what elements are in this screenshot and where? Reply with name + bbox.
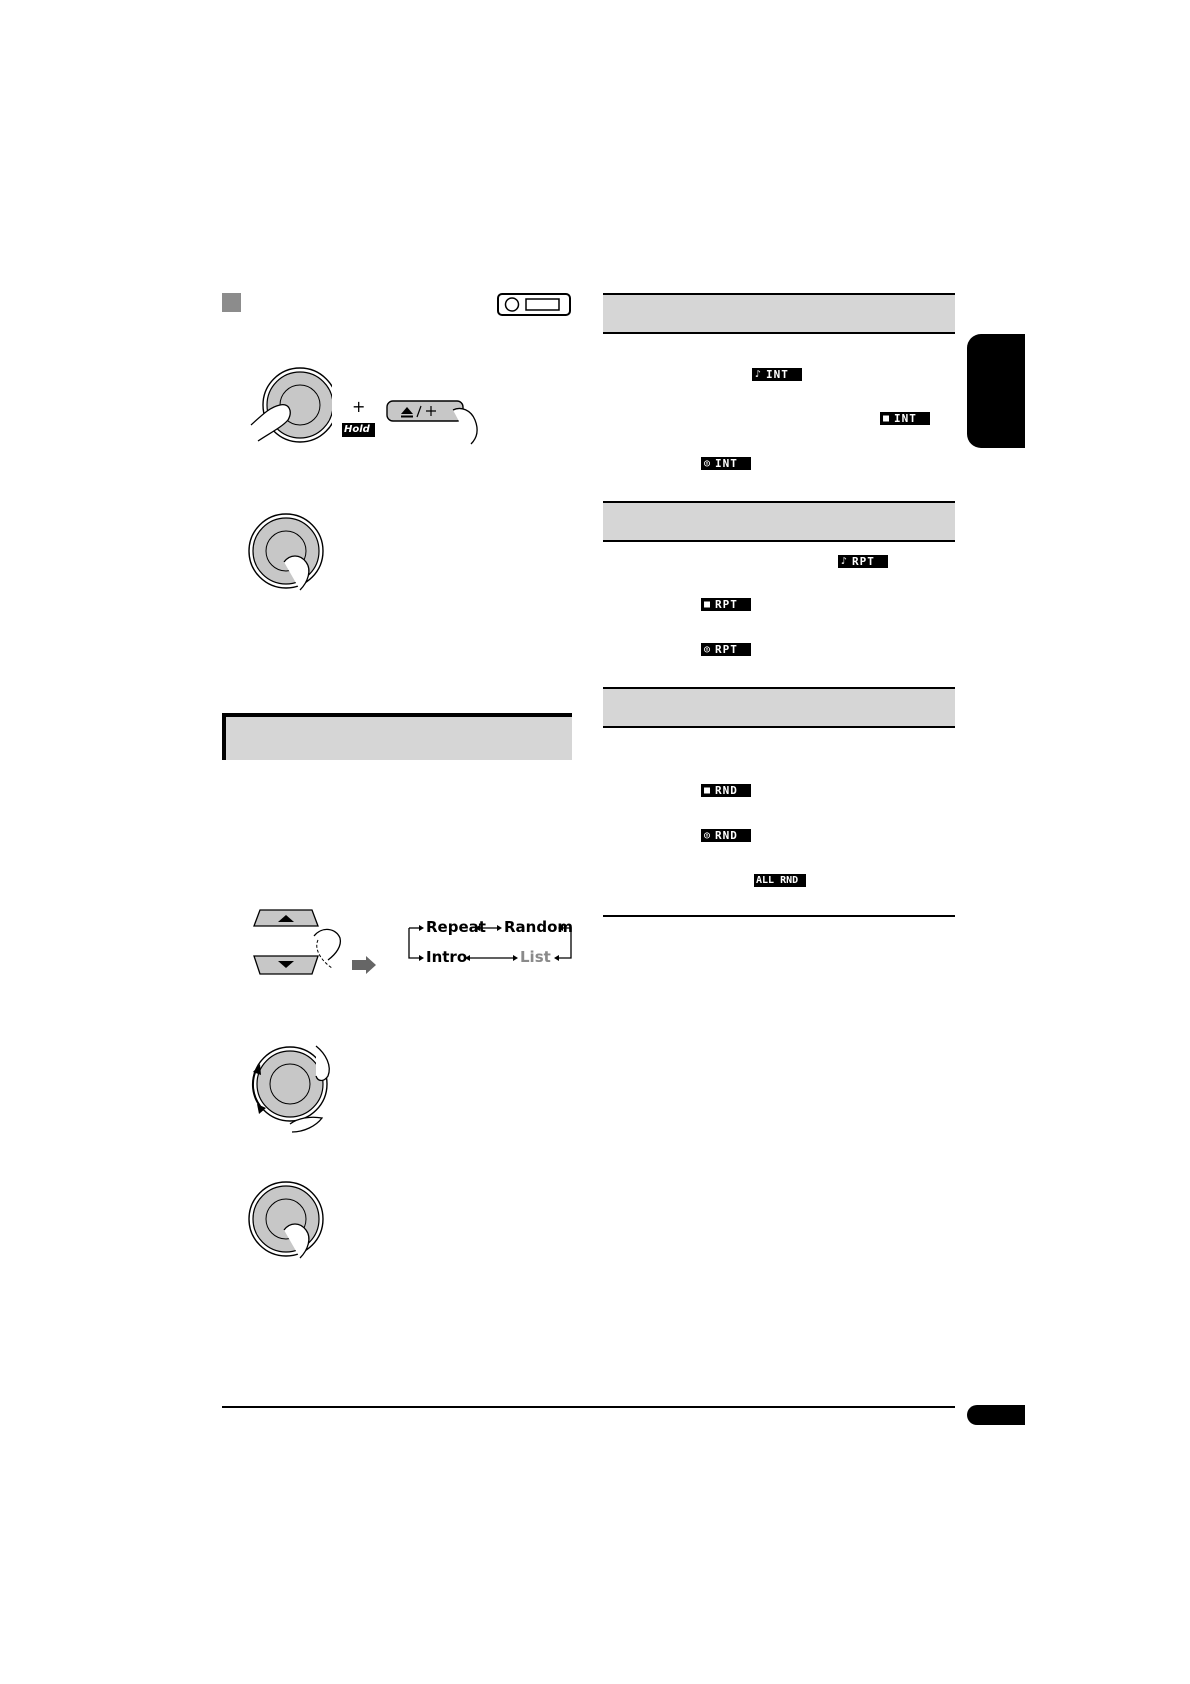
int-disc-indicator: ◎ INT	[701, 457, 751, 470]
folder-icon: ■	[704, 599, 712, 610]
rnd-folder-indicator: ■ RND	[701, 784, 751, 797]
rpt-track-indicator: ♪ RPT	[838, 555, 888, 568]
page-number-tab	[967, 1405, 1025, 1425]
rpt-disc-indicator: ◎ RPT	[701, 643, 751, 656]
section-marker	[222, 293, 241, 312]
eject-button-icon	[385, 398, 485, 446]
hold-badge: Hold ...	[342, 423, 375, 437]
knob-press-icon	[246, 512, 330, 592]
disc-icon: ◎	[704, 458, 712, 469]
disc-icon: ◎	[704, 644, 712, 655]
knob-press-icon	[246, 1180, 330, 1260]
folder-icon: ■	[883, 413, 891, 424]
knob-turn-icon	[250, 1042, 338, 1134]
mode-intro-label: Intro	[426, 948, 468, 966]
rpt-folder-indicator: ■ RPT	[701, 598, 751, 611]
mode-random-label: Random	[504, 918, 574, 936]
plus-sign: +	[352, 397, 366, 416]
section-end-rule	[603, 915, 955, 917]
mode-cycle-diagram	[405, 912, 575, 970]
disc-icon: ◎	[704, 830, 712, 841]
mode-repeat-label: Repeat	[426, 918, 486, 936]
random-section-header	[603, 687, 955, 728]
mode-list-label: List	[520, 948, 551, 966]
rnd-disc-indicator: ◎ RND	[701, 829, 751, 842]
section-header-bar	[222, 713, 572, 760]
disc-slot-icon	[497, 293, 571, 316]
up-down-buttons-icon	[252, 908, 382, 976]
note-icon: ♪	[755, 369, 763, 380]
int-folder-indicator: ■ INT	[880, 412, 930, 425]
note-icon: ♪	[841, 556, 849, 567]
intro-section-header	[603, 293, 955, 334]
int-track-indicator: ♪ INT	[752, 368, 802, 381]
footer-rule	[222, 1406, 955, 1408]
folder-icon: ■	[704, 785, 712, 796]
knob-press-icon	[248, 365, 332, 449]
language-tab	[967, 334, 1025, 448]
repeat-section-header	[603, 501, 955, 542]
rnd-all-indicator: ALL RND	[754, 874, 806, 887]
